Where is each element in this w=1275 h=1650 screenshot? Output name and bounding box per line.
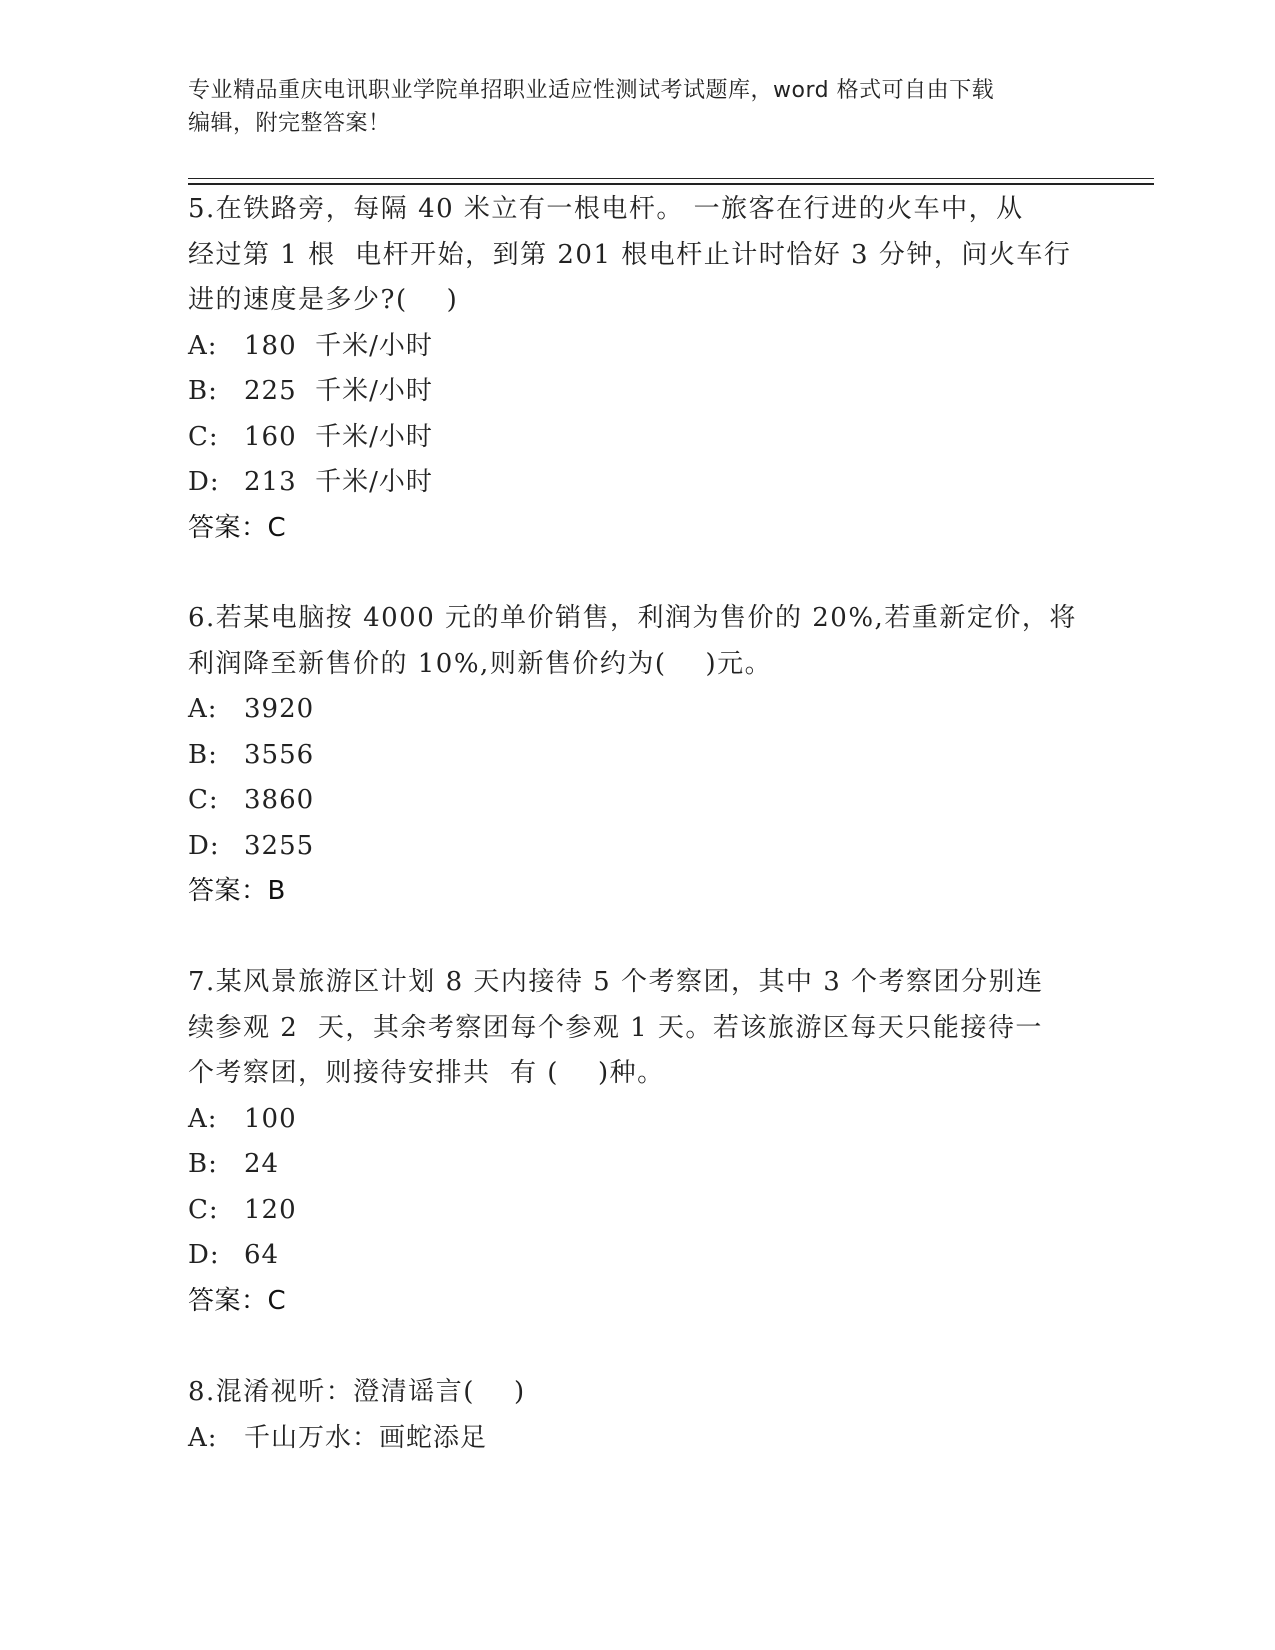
option-a: [188, 1097, 1088, 1143]
option-text: 3255: [244, 830, 315, 861]
option-text: 225 千米/小时: [244, 376, 433, 406]
page-header: [188, 74, 1068, 140]
option-key: D:: [188, 830, 220, 861]
option-text: 64: [244, 1240, 280, 1270]
option-d: [188, 824, 1088, 870]
question-text-line: 个考察团，则接待安排共 有 ( )种。: [188, 1058, 665, 1088]
option-text: 千山万水：画蛇添足: [244, 1422, 488, 1453]
option-text: 3556: [244, 739, 315, 770]
header-divider-thick: [188, 183, 1154, 185]
option-text: 3920: [244, 694, 315, 724]
option-text: 24: [244, 1149, 280, 1179]
option-a: [188, 687, 1088, 733]
option-text: 180 千米/小时: [244, 330, 433, 361]
option-b: [188, 369, 1088, 415]
option-c: [188, 778, 1088, 824]
option-text: 213 千米/小时: [244, 467, 433, 497]
option-c: [188, 1188, 1088, 1234]
option-key: A:: [188, 694, 218, 724]
question-5: [188, 187, 1088, 551]
option-d: [188, 1233, 1088, 1279]
answer-line: 答案：C: [188, 1285, 287, 1316]
question-text-line: 7.某风景旅游区计划 8 天内接待 5 个考察团，其中 3 个考察团分别连: [188, 967, 1044, 997]
option-key: D:: [188, 1240, 220, 1270]
option-b: [188, 733, 1088, 779]
question-text-line: 经过第 1 根 电杆开始，到第 201 根电杆止计时恰好 3 分钟，问火车行: [188, 239, 1072, 270]
option-key: A:: [188, 1422, 218, 1453]
question-text-line: 利润降至新售价的 10%,则新售价约为( )元。: [188, 648, 773, 679]
option-key: C:: [188, 421, 219, 452]
question-text-line: 进的速度是多少?( ): [188, 285, 459, 315]
option-key: A:: [188, 1103, 218, 1134]
option-text: 120: [244, 1194, 297, 1225]
header-divider-thin: [188, 178, 1154, 179]
header-line-1: 专业精品重庆电讯职业学院单招职业适应性测试考试题库，word 格式可自由下载: [188, 78, 995, 103]
question-text-line: 8.混淆视听：澄清谣言( ): [188, 1377, 526, 1407]
question-7: [188, 960, 1088, 1324]
question-text-line: 6.若某电脑按 4000 元的单价销售，利润为售价的 20%,若重新定价，将: [188, 603, 1077, 633]
header-line-2: 编辑，附完整答案！: [188, 111, 391, 136]
option-text: 160 千米/小时: [244, 421, 433, 452]
question-text-line: 续参观 2 天，其余考察团每个参观 1 天。若该旅游区每天只能接待一: [188, 1012, 1043, 1043]
option-key: A:: [188, 330, 218, 361]
option-text: 100: [244, 1103, 297, 1134]
question-6: [188, 596, 1088, 915]
answer-line: 答案：B: [188, 876, 286, 906]
question-8: [188, 1370, 1088, 1461]
answer-line: 答案：C: [188, 512, 287, 543]
option-key: B:: [188, 376, 218, 406]
question-text-line: 5.在铁路旁，每隔 40 米立有一根电杆。 一旅客在行进的火车中，从: [188, 194, 1024, 224]
option-key: B:: [188, 739, 218, 770]
option-text: 3860: [244, 785, 315, 815]
option-a: [188, 1416, 1088, 1462]
option-a: [188, 324, 1088, 370]
option-key: C:: [188, 1194, 219, 1225]
option-b: [188, 1142, 1088, 1188]
option-key: B:: [188, 1149, 218, 1179]
option-c: [188, 415, 1088, 461]
option-key: D:: [188, 467, 220, 497]
option-d: [188, 460, 1088, 506]
option-key: C:: [188, 785, 219, 815]
